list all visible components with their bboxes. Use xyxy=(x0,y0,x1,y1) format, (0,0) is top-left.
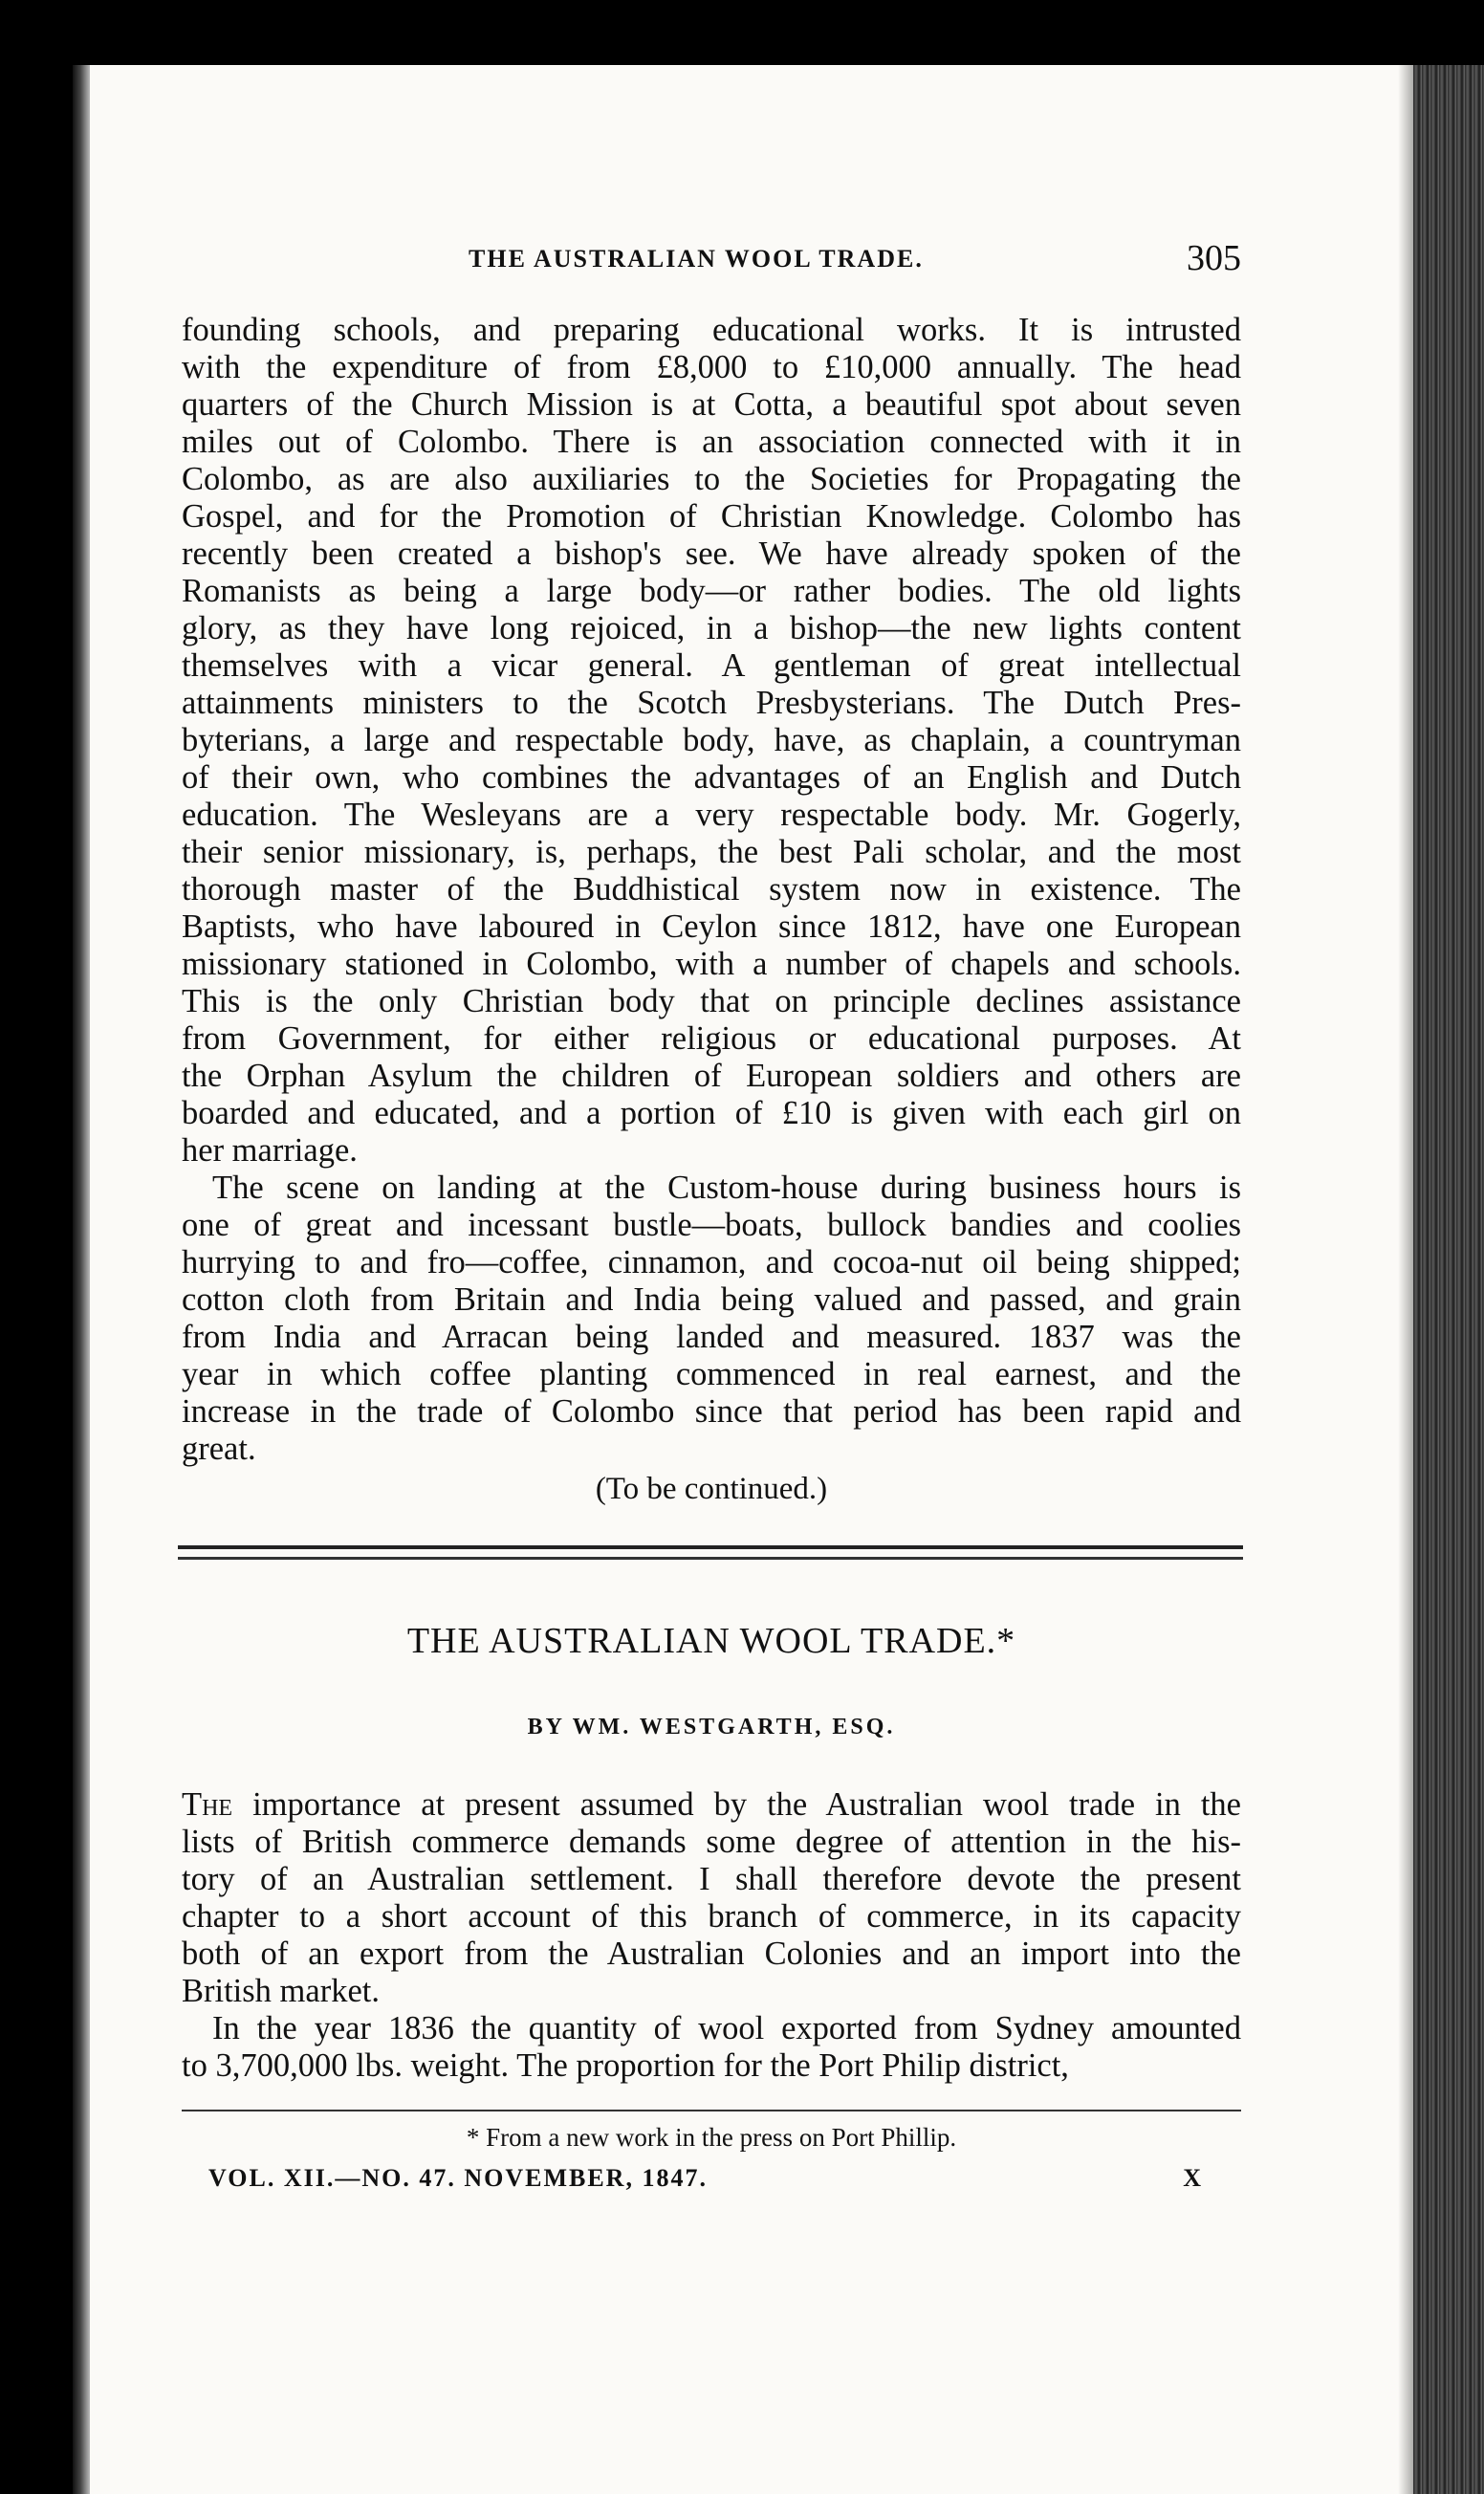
paragraph-continued xyxy=(182,312,1241,1170)
text-line: one of great and incessant bustle—boats, bullock bandies and coolies xyxy=(182,1207,1241,1243)
text-line: the Orphan Asylum the children of European soldiers and others are xyxy=(182,1058,1241,1094)
text-line: from Government, for either religious or educational purposes. At xyxy=(182,1020,1241,1057)
text-line: founding schools, and preparing educational works. It is intrusted xyxy=(182,312,1241,348)
text-line: This is the only Christian body that on principle declines assistance xyxy=(182,983,1241,1019)
text-line: to 3,700,000 lbs. weight. The proportion for the Port Philip district, xyxy=(182,2047,1069,2084)
article-byline: BY WM. WESTGARTH, ESQ. xyxy=(527,1715,896,1739)
text-line: themselves with a vicar general. A gentleman of great intellectual xyxy=(182,647,1241,684)
page-number: 305 xyxy=(1187,238,1241,278)
text-line: both of an export from the Australian Colonies and an import into the xyxy=(182,1936,1241,1972)
text-line: recently been created a bishop's see. We have already spoken of the xyxy=(182,536,1241,572)
signature-line xyxy=(208,2164,1203,2202)
drop-word: The xyxy=(182,1786,233,1823)
text-line: British market. xyxy=(182,1973,380,2009)
text-line: In the year 1836 the quantity of wool exported from Sydney amounted xyxy=(212,2010,1241,2046)
text-line: from India and Arracan being landed and measured. 1837 was the xyxy=(182,1319,1241,1355)
text-line: boarded and educated, and a portion of £10 is given with each girl on xyxy=(182,1095,1241,1131)
text-line: byterians, a large and respectable body, have, as chaplain, a countryman xyxy=(182,722,1241,758)
text-line: her marriage. xyxy=(182,1132,358,1169)
text-line: attainments ministers to the Scotch Presbysterians. The Dutch Pres- xyxy=(182,685,1241,721)
text-line: Colombo, as are also auxiliaries to the Societies for Propagating the xyxy=(182,461,1241,497)
text-line xyxy=(182,1786,1241,1824)
volume-issue-date: VOL. XII.—NO. 47. NOVEMBER, 1847. xyxy=(208,2164,708,2192)
section-divider-top xyxy=(178,1545,1243,1549)
text-line: Gospel, and for the Promotion of Christian Knowledge. Colombo has xyxy=(182,498,1241,535)
text-line: with the expenditure of from £8,000 to £10,000 annually. The head xyxy=(182,349,1241,385)
article-paragraph-intro xyxy=(182,1786,1241,2010)
continued-text xyxy=(182,312,1241,1468)
text-line: increase in the trade of Colombo since that period has been rapid and xyxy=(182,1393,1241,1430)
text-line: hurrying to and fro—coffee, cinnamon, and cocoa-nut oil being shipped; xyxy=(182,1244,1241,1280)
text-line: glory, as they have long rejoiced, in a bishop—the new lights content xyxy=(182,610,1241,646)
article-text xyxy=(182,1786,1241,2085)
text-line: chapter to a short account of this branch of commerce, in its capacity xyxy=(182,1898,1241,1935)
text-line: cotton cloth from Britain and India being valued and passed, and grain xyxy=(182,1281,1241,1318)
text-line: of their own, who combines the advantages of an English and Dutch xyxy=(182,759,1241,796)
running-title: THE AUSTRALIAN WOOL TRADE. xyxy=(469,245,924,273)
text-line: quarters of the Church Mission is at Cotta, a beautiful spot about seven xyxy=(182,386,1241,423)
paragraph-custom-house xyxy=(182,1170,1241,1468)
text-line: Romanists as being a large body—or rather bodies. The old lights xyxy=(182,573,1241,609)
text-line: thorough master of the Buddhistical system now in existence. The xyxy=(182,871,1241,908)
text-line: missionary stationed in Colombo, with a number of chapels and schools. xyxy=(182,946,1241,982)
text-line: tory of an Australian settlement. I shall therefore devote the present xyxy=(182,1861,1241,1897)
running-head xyxy=(182,237,1241,285)
text-line: The scene on landing at the Custom-house during business hours is xyxy=(212,1170,1241,1206)
page-gutter-shadow xyxy=(73,65,90,2494)
to-be-continued-note: (To be continued.) xyxy=(595,1472,828,1506)
section-divider-bottom xyxy=(178,1557,1243,1560)
text-line: great. xyxy=(182,1431,256,1467)
text-line: Baptists, who have laboured in Ceylon since 1812, have one European xyxy=(182,908,1241,945)
book-edge xyxy=(1413,65,1484,2494)
text-line: their senior missionary, is, perhaps, the best Pali scholar, and the most xyxy=(182,834,1241,870)
article-paragraph-1836 xyxy=(182,2010,1241,2085)
text-line: miles out of Colombo. There is an association connected with it in xyxy=(182,424,1241,460)
article-title: THE AUSTRALIAN WOOL TRADE.* xyxy=(406,1621,1016,1661)
text-line: year in which coffee planting commenced in real earnest, and the xyxy=(182,1356,1241,1392)
text-line-rest: importance at present assumed by the Australian wool trade in the xyxy=(232,1786,1241,1823)
text-line: education. The Wesleyans are a very respectable body. Mr. Gogerly, xyxy=(182,797,1241,833)
footnote-rule xyxy=(182,2110,1241,2111)
signature-mark: X xyxy=(1183,2164,1203,2192)
text-line: lists of British commerce demands some degree of attention in the his- xyxy=(182,1824,1241,1860)
footnote: * From a new work in the press on Port Phillip. xyxy=(466,2123,957,2152)
